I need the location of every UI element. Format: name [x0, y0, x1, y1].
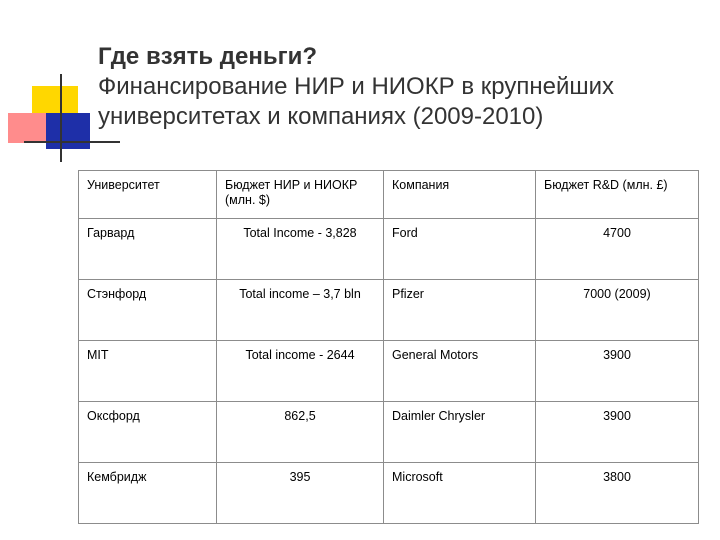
table-row	[79, 463, 699, 524]
header-company: Компания	[384, 171, 536, 219]
university-cell: Кембридж	[79, 463, 217, 524]
university-budget-cell: Total income - 2644	[217, 341, 384, 402]
table-row	[79, 402, 699, 463]
university-cell: Оксфорд	[79, 402, 217, 463]
table-row	[79, 341, 699, 402]
title-line-2: Финансирование НИР и НИОКР в крупнейших	[98, 73, 615, 100]
table-row	[79, 219, 699, 280]
header-university: Университет	[79, 171, 217, 219]
company-budget-cell: 7000 (2009)	[536, 280, 699, 341]
company-cell: Daimler Chrysler	[384, 402, 536, 463]
company-budget-cell: 3900	[536, 341, 699, 402]
logo-vertical-line	[60, 74, 62, 162]
company-cell: General Motors	[384, 341, 536, 402]
funding-table	[78, 170, 699, 524]
table-row	[79, 280, 699, 341]
company-budget-cell: 3900	[536, 402, 699, 463]
logo-blue-square	[46, 113, 90, 149]
university-budget-cell: Total income – 3,7 bln	[217, 280, 384, 341]
slide-title	[98, 42, 698, 132]
university-cell: Гарвард	[79, 219, 217, 280]
company-cell: Ford	[384, 219, 536, 280]
company-cell: Microsoft	[384, 463, 536, 524]
table-header-row	[79, 171, 699, 219]
university-budget-cell: Total Income - 3,828	[217, 219, 384, 280]
logo-horizontal-line	[24, 141, 120, 143]
title-line-3: университетах и компаниях (2009-2010)	[98, 103, 544, 130]
header-university-budget: Бюджет НИР и НИОКР (млн. $)	[217, 171, 384, 219]
university-cell: MIT	[79, 341, 217, 402]
company-budget-cell: 4700	[536, 219, 699, 280]
header-company-budget: Бюджет R&D (млн. £)	[536, 171, 699, 219]
company-cell: Pfizer	[384, 280, 536, 341]
title-question: Где взять деньги?	[98, 43, 318, 70]
university-budget-cell: 862,5	[217, 402, 384, 463]
company-budget-cell: 3800	[536, 463, 699, 524]
university-budget-cell: 395	[217, 463, 384, 524]
university-cell: Стэнфорд	[79, 280, 217, 341]
